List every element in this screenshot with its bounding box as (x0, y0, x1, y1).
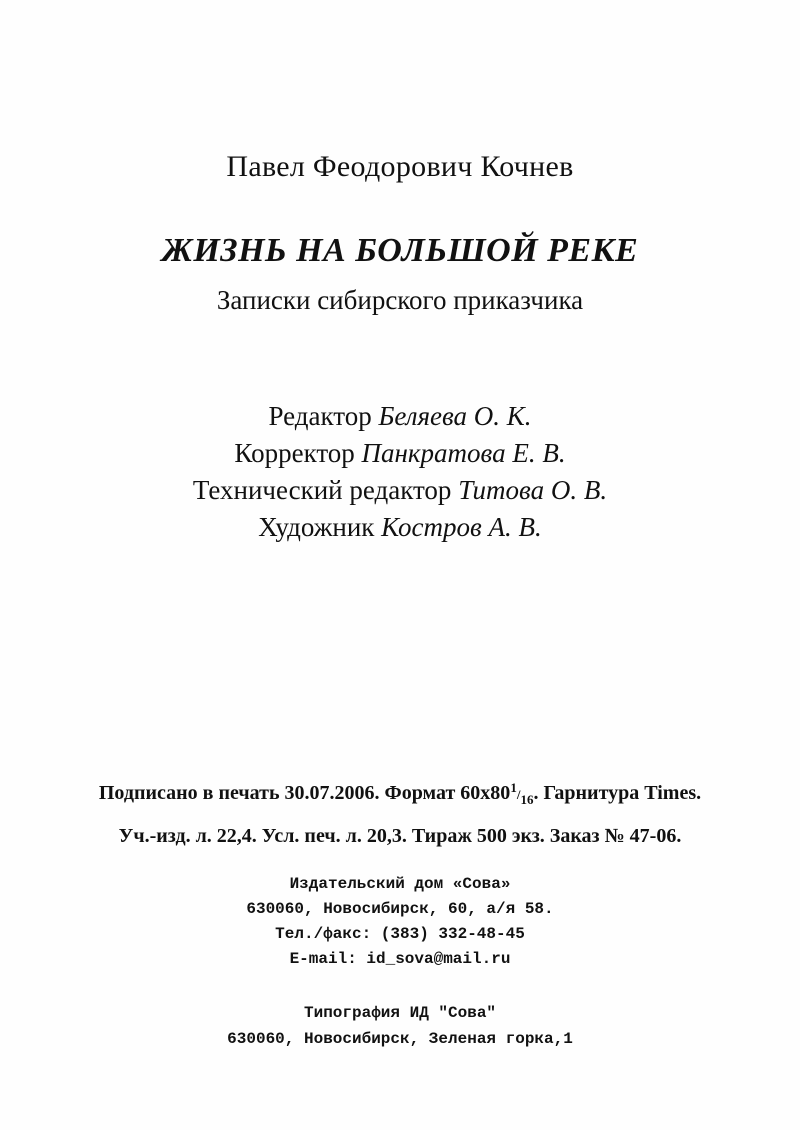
imprint-line-2: Уч.-изд. л. 22,4. Усл. печ. л. 20,3. Тираж 500 экз. Заказ № 47-06. (118, 825, 682, 847)
printer-address: 630060, Новосибирск, Зеленая горка,1 (227, 1030, 573, 1048)
credit-person: Панкратова Е. В. (361, 438, 566, 468)
publisher-phone: Тел./факс: (383) 332-48-45 (275, 925, 525, 943)
imprint-line-1: Подписано в печать 30.07.2006. Формат $60x80^1/_{16}$. Гарнитура Times. (98, 780, 702, 807)
credits-block (0, 398, 800, 546)
book-subtitle: Записки сибирского приказчика (216, 285, 584, 315)
credit-role: Редактор (268, 401, 372, 431)
author-name: Павел Феодорович Кочнев (226, 150, 574, 183)
book-title: ЖИЗНЬ НА БОЛЬШОЙ РЕКЕ (161, 232, 639, 269)
publisher-address: 630060, Новосибирск, 60, а/я 58. (246, 900, 554, 918)
credit-artist (0, 509, 800, 546)
credit-role: Корректор (234, 438, 355, 468)
credit-proofreader (0, 435, 800, 472)
publisher-email: E-mail: id_sova@mail.ru (289, 950, 511, 968)
credit-person: Костров А. В. (381, 512, 542, 542)
credit-person: Титова О. В. (458, 475, 608, 505)
credit-role: Художник (258, 512, 375, 542)
publisher-block (0, 872, 800, 972)
credit-technical-editor (0, 472, 800, 509)
imprint-typeface-text: . Гарнитура Times. (533, 782, 702, 804)
imprint-format-text: Подписано в печать 30.07.2006. Формат 60x80 (98, 782, 511, 804)
imprint-block (0, 770, 800, 854)
printer-block (0, 1000, 800, 1052)
credit-role: Технический редактор (192, 475, 452, 505)
credit-editor (0, 398, 800, 435)
publisher-name: Издательский дом «Сова» (289, 875, 511, 893)
format-numerator: 1 (510, 780, 517, 795)
printer-name: Типография ИД "Сова" (303, 1004, 497, 1022)
credit-person: Беляева О. К. (378, 401, 532, 431)
format-denominator: 16 (520, 792, 534, 807)
